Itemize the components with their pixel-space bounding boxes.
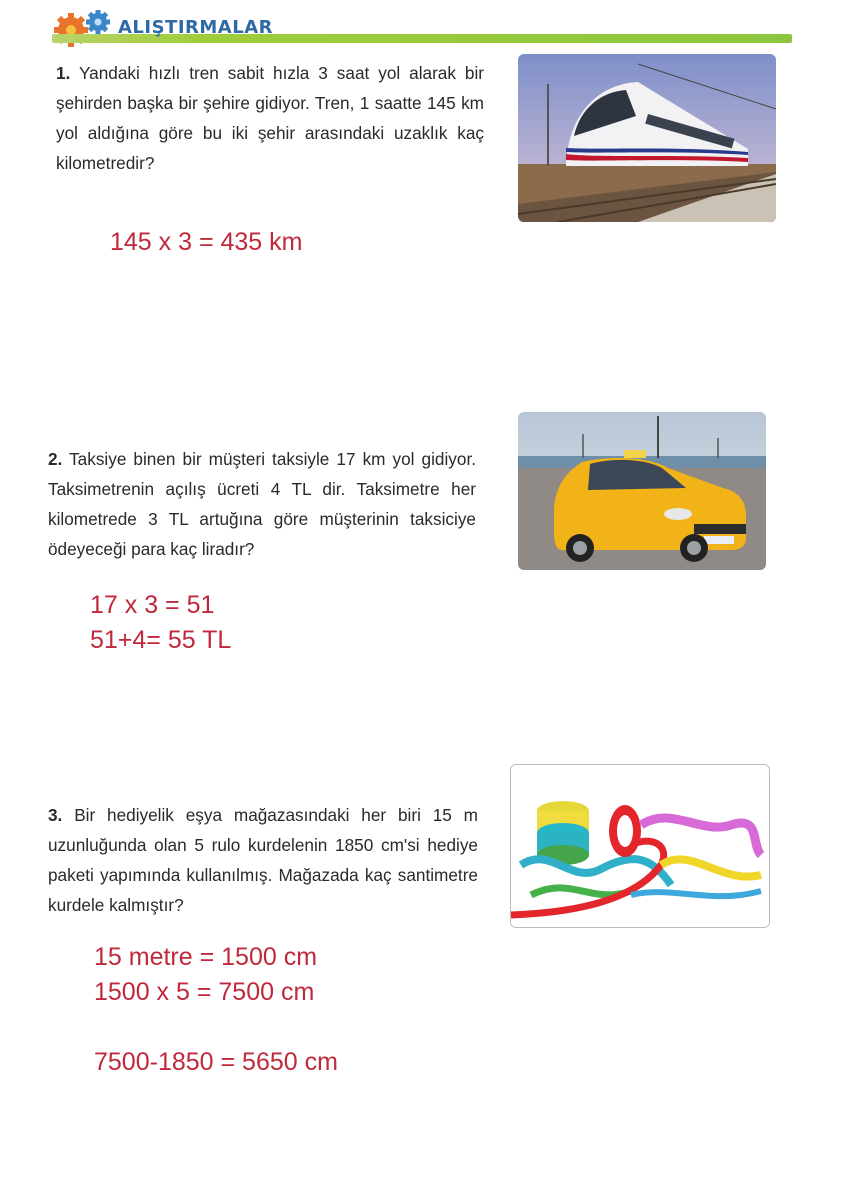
problem-3-answer	[94, 940, 338, 1080]
problem-2-text	[48, 444, 476, 564]
problem-body: Yandaki hızlı tren sabit hızla 3 saat yol alarak bir şehirden başka bir şehire gidiyor. Tren, 1 saatte 145 km yol aldığına göre bu iki şehir arasındaki uzaklık kaç kilometredir?	[56, 63, 484, 173]
problem-number: 2.	[48, 449, 63, 469]
problem-number: 3.	[48, 805, 63, 825]
problem-number: 1.	[56, 63, 71, 83]
page-title: ALIŞTIRMALAR	[118, 17, 274, 38]
answer-line: 15 metre = 1500 cm	[94, 943, 318, 971]
problem-1-text	[56, 58, 484, 178]
answer-line: 145 x 3 = 435 km	[110, 228, 303, 256]
ribbons-photo	[510, 764, 770, 928]
answer-line: 17 x 3 = 51	[90, 591, 215, 619]
problem-2-answer	[90, 588, 231, 658]
train-photo	[518, 54, 776, 222]
problem-3-text	[48, 800, 478, 920]
answer-line: 51+4= 55 TL	[90, 626, 232, 654]
problem-1-answer	[110, 225, 302, 260]
taxi-photo	[518, 412, 766, 570]
problem-body: Taksiye binen bir müşteri taksiyle 17 km yol gidiyor. Taksimetrenin açılış ücreti 4 TL dir. Taksimetre her kilometrede 3 TL artuğına göre müşterinin taksiciye ödeyeceği para kaç liradır?	[48, 449, 476, 559]
answer-line: 7500-1850 = 5650 cm	[94, 1048, 338, 1076]
section-header	[52, 8, 792, 48]
answer-line: 1500 x 5 = 7500 cm	[94, 978, 315, 1006]
problem-body: Bir hediyelik eşya mağazasındaki her biri 15 m uzunluğunda olan 5 rulo kurdelenin 1850 cm'si hediye paketi yapımında kullanılmış. Mağazada kaç santimetre kurdele kalmıştır?	[48, 805, 479, 915]
